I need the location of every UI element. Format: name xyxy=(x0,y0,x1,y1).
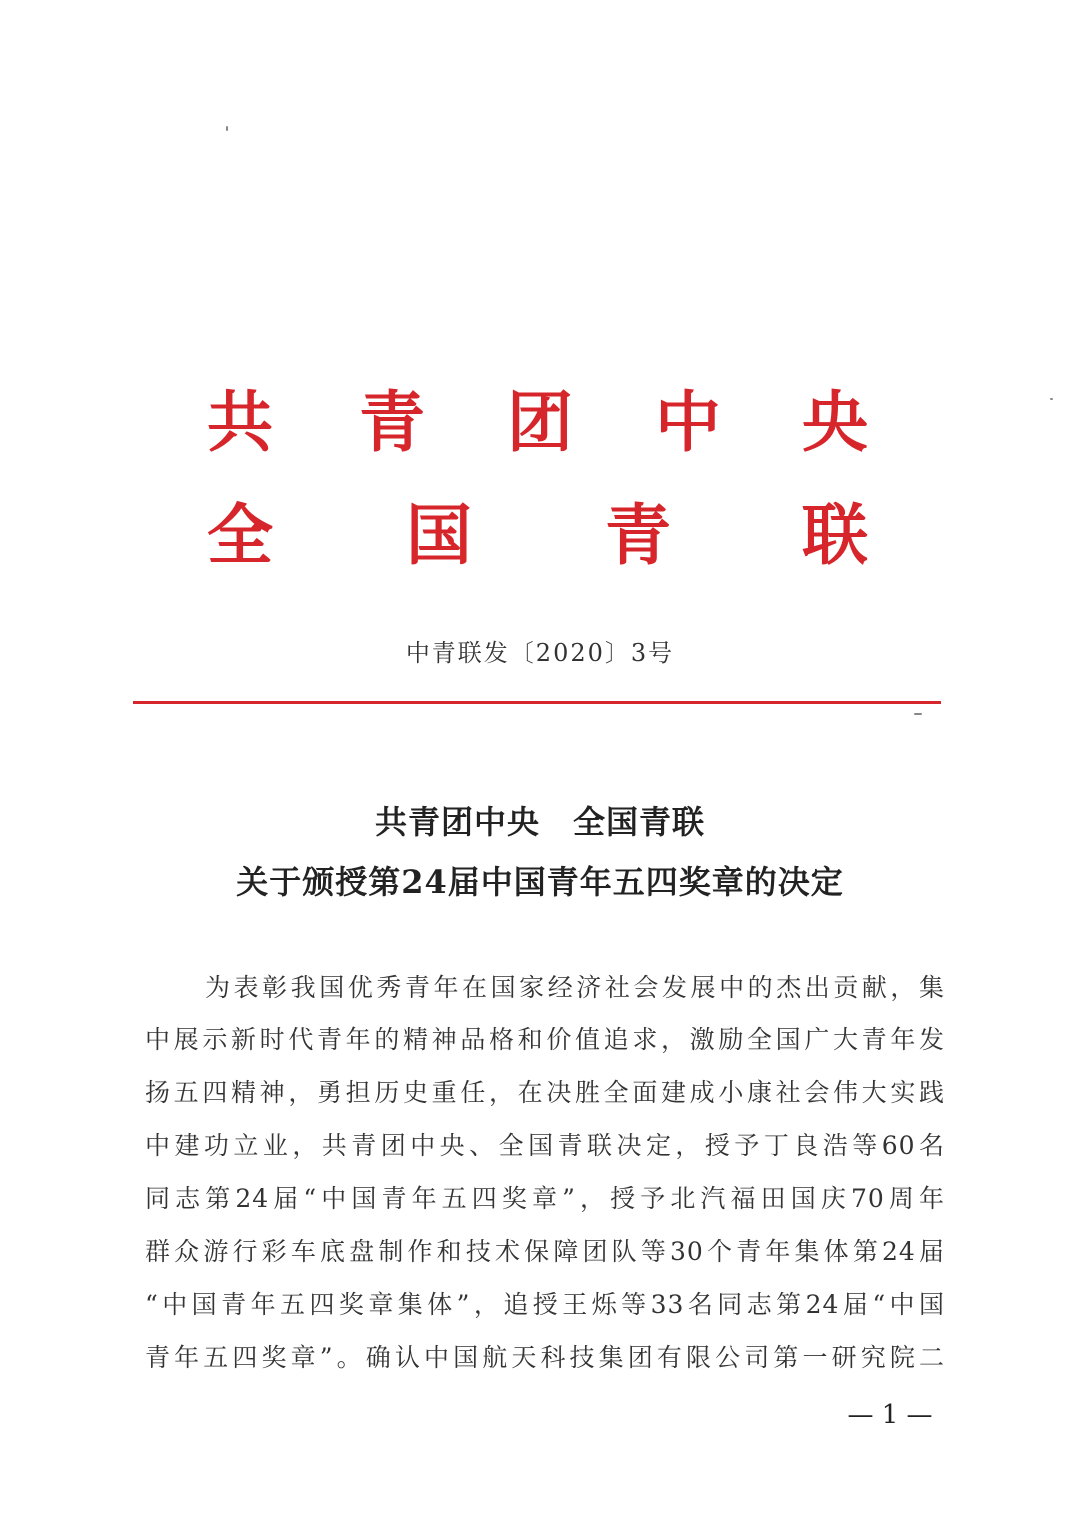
header-char: 共 xyxy=(207,383,273,461)
document-number: 中青联发〔2020〕3号 xyxy=(405,639,675,667)
body-text-line: “中国青年五四奖章集体”，追授王烁等33名同志第24届“中国 xyxy=(145,1290,945,1319)
header-char: 联 xyxy=(802,496,868,574)
body-text-line: 同志第24届“中国青年五四奖章”，授予北汽福田国庆70周年 xyxy=(145,1184,945,1213)
document-title-line2: 关于颁授第24届中国青年五四奖章的决定 xyxy=(236,863,844,901)
body-text-line: 青年五四奖章”。确认中国航天科技集团有限公司第一研究院二 xyxy=(145,1343,945,1372)
header-char: 中 xyxy=(655,383,721,461)
body-text-line: 群众游行彩车底盘制作和技术保障团队等30个青年集体第24届 xyxy=(145,1237,945,1266)
page-number: — 1 — xyxy=(847,1400,933,1430)
header-char: 青 xyxy=(359,383,425,461)
body-text-line: 为表彰我国优秀青年在国家经济社会发展中的杰出贡献，集 xyxy=(205,973,945,1002)
issuer-header-line2 xyxy=(0,490,1080,580)
issuer-header-line1 xyxy=(0,377,1080,467)
body-text-line: 扬五四精神，勇担历史重任，在决胜全面建成小康社会伟大实践 xyxy=(145,1078,945,1107)
header-char: 央 xyxy=(802,383,868,461)
header-char: 全 xyxy=(207,496,273,574)
scan-speck xyxy=(914,713,922,715)
header-char: 团 xyxy=(507,383,573,461)
document-title-line1: 共青团中央 全国青联 xyxy=(374,803,705,841)
body-text-line: 中展示新时代青年的精神品格和价值追求，激励全国广大青年发 xyxy=(145,1025,945,1054)
red-separator-line xyxy=(133,701,941,704)
body-text-line: 中建功立业，共青团中央、全国青联决定，授予丁良浩等60名 xyxy=(145,1131,945,1160)
scan-speck xyxy=(226,126,228,131)
header-char: 国 xyxy=(406,496,472,574)
header-char: 青 xyxy=(605,496,671,574)
